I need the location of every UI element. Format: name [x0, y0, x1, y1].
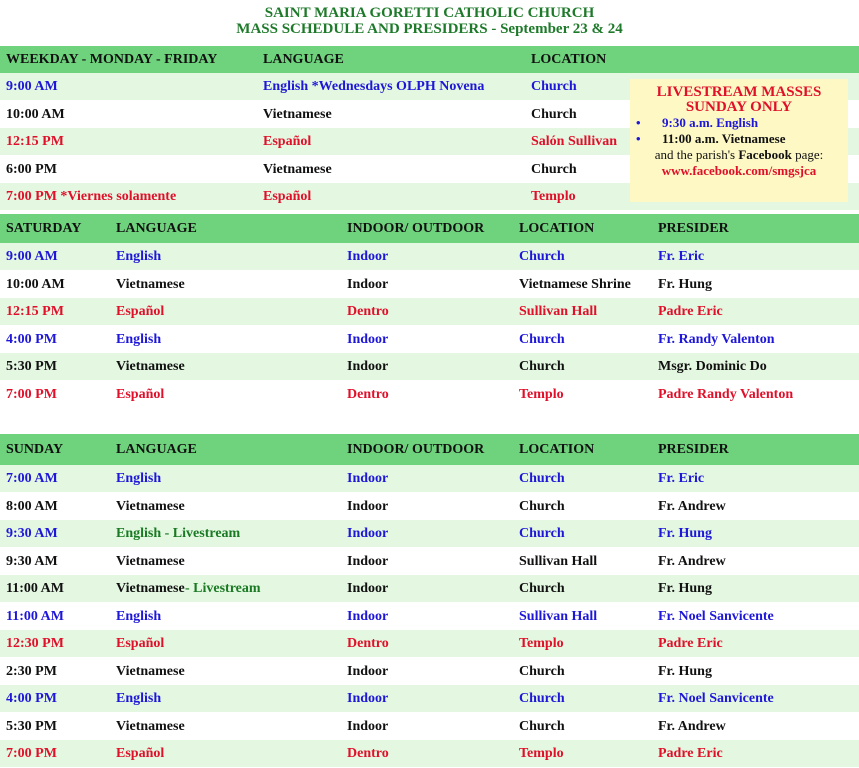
sunday-row — [0, 685, 859, 713]
sunday-cell-location: Church — [519, 663, 565, 679]
sunday-cell-presider: Fr. Eric — [658, 471, 705, 486]
sunday-cell-lang-suffix: - Livestream — [185, 581, 261, 596]
sunday-cell-presider: Fr. Andrew — [658, 718, 726, 734]
livestream-box — [630, 79, 848, 202]
weekday-cell-location: Templo — [531, 189, 576, 204]
sunday-cell-io: Indoor — [347, 663, 389, 679]
schedule-subtitle: MASS SCHEDULE AND PRESIDERS - September 23 & 24 — [236, 21, 623, 37]
livestream-text-pre: and the parish's — [654, 147, 739, 162]
saturday-cell-presider: Padre Randy Valenton — [658, 386, 794, 402]
weekday-cell-location: Church — [531, 79, 577, 94]
saturday-col-header: LANGUAGE — [116, 221, 197, 236]
saturday-row — [0, 353, 859, 381]
sunday-cell-io: Indoor — [347, 608, 389, 624]
sunday-cell-language: Vietnamese — [116, 718, 185, 734]
weekday-cell-location: Salón Sullivan — [531, 134, 617, 149]
saturday-cell-location: Church — [519, 359, 565, 374]
sunday-cell-language: English — [116, 471, 162, 486]
sunday-row — [0, 493, 859, 521]
weekday-cell-language: Vietnamese — [263, 106, 332, 122]
saturday-cell-presider: Fr. Randy Valenton — [658, 331, 775, 347]
weekday-col-header: LANGUAGE — [263, 52, 344, 67]
row-divider — [0, 407, 859, 408]
sunday-row — [0, 465, 859, 493]
sunday-col-header: LANGUAGE — [116, 442, 197, 457]
saturday-cell-location: Sullivan Hall — [519, 304, 598, 319]
saturday-cell-location: Vietnamese Shrine — [519, 276, 631, 292]
saturday-cell-location: Church — [519, 249, 565, 264]
saturday-col-header: LOCATION — [519, 221, 595, 236]
sunday-cell-presider: Padre Eric — [658, 746, 723, 761]
sunday-cell-io: Dentro — [347, 746, 389, 761]
sunday-cell-io: Indoor — [347, 553, 389, 569]
weekday-col-header: WEEKDAY - MONDAY - FRIDAY — [6, 52, 218, 67]
sunday-cell-location: Sullivan Hall — [519, 608, 598, 624]
sunday-cell-language: Vietnamese — [116, 581, 185, 596]
sunday-cell-language: Vietnamese — [116, 498, 185, 514]
saturday-cell-location: Templo — [519, 386, 564, 402]
livestream-text-post: page: — [791, 147, 824, 162]
sunday-cell-location: Church — [519, 526, 565, 541]
sunday-cell-presider: Fr. Andrew — [658, 553, 726, 569]
sunday-cell-io: Indoor — [347, 498, 389, 514]
saturday-cell-io: Dentro — [347, 386, 389, 402]
church-title: SAINT MARIA GORETTI CATHOLIC CHURCH — [264, 5, 595, 21]
sunday-cell-io: Indoor — [347, 526, 389, 541]
sunday-row — [0, 603, 859, 631]
saturday-row — [0, 271, 859, 299]
sunday-cell-io: Indoor — [347, 581, 389, 596]
sunday-cell-time: 9:30 AM — [6, 526, 58, 541]
sunday-col-header: PRESIDER — [658, 442, 729, 457]
weekday-header-row — [0, 46, 859, 73]
weekday-cell-time: 10:00 AM — [6, 106, 65, 122]
sunday-row — [0, 575, 859, 603]
saturday-row — [0, 381, 859, 409]
sunday-cell-location: Templo — [519, 636, 564, 651]
saturday-row — [0, 243, 859, 271]
sunday-cell-presider: Fr. Hung — [658, 581, 712, 596]
facebook-link[interactable]: www.facebook.com/smgsjca — [661, 163, 817, 178]
weekday-cell-language: Español — [263, 134, 312, 149]
sunday-cell-io: Indoor — [347, 691, 389, 706]
saturday-cell-language: Vietnamese — [116, 276, 185, 292]
sunday-cell-location: Church — [519, 498, 565, 514]
sunday-cell-presider: Fr. Hung — [658, 526, 712, 541]
weekday-cell-time: 9:00 AM — [6, 79, 58, 94]
sunday-cell-location: Templo — [519, 746, 564, 761]
weekday-cell-language: English *Wednesdays OLPH Novena — [263, 79, 485, 94]
row-divider — [0, 767, 859, 768]
sunday-cell-io: Dentro — [347, 636, 389, 651]
saturday-header-row — [0, 214, 859, 243]
sunday-cell-presider: Fr. Noel Sanvicente — [658, 691, 774, 706]
sunday-cell-time: 11:00 AM — [6, 608, 64, 624]
saturday-col-header: SATURDAY — [6, 221, 82, 236]
saturday-cell-time: 9:00 AM — [6, 249, 58, 264]
sunday-cell-location: Sullivan Hall — [519, 553, 598, 569]
saturday-cell-io: Indoor — [347, 331, 389, 347]
sunday-col-header: INDOOR/ OUTDOOR — [347, 442, 485, 457]
sunday-cell-presider: Fr. Andrew — [658, 498, 726, 514]
saturday-cell-language: Vietnamese — [116, 359, 185, 374]
saturday-cell-time: 12:15 PM — [6, 304, 64, 319]
sunday-cell-language: Español — [116, 746, 165, 761]
saturday-cell-presider: Padre Eric — [658, 304, 723, 319]
saturday-cell-language: English — [116, 249, 162, 264]
saturday-col-header: INDOOR/ OUTDOOR — [347, 221, 485, 236]
sunday-row — [0, 520, 859, 548]
sunday-row — [0, 740, 859, 768]
saturday-cell-time: 10:00 AM — [6, 276, 65, 292]
sunday-cell-time: 5:30 PM — [6, 718, 57, 734]
sunday-cell-time: 4:00 PM — [6, 691, 57, 706]
sunday-cell-language: English - Livestream — [116, 526, 241, 541]
sunday-cell-time: 7:00 PM — [6, 746, 57, 761]
saturday-cell-time: 7:00 PM — [6, 386, 57, 402]
saturday-cell-language: English — [116, 331, 162, 347]
weekday-cell-language: Español — [263, 189, 312, 204]
sunday-row — [0, 658, 859, 686]
saturday-row — [0, 326, 859, 354]
saturday-cell-time: 5:30 PM — [6, 359, 57, 374]
weekday-cell-time: 12:15 PM — [6, 134, 64, 149]
weekday-col-header: LOCATION — [531, 52, 607, 67]
saturday-cell-language: Español — [116, 386, 165, 402]
saturday-cell-location: Church — [519, 331, 565, 347]
sunday-cell-io: Indoor — [347, 718, 389, 734]
sunday-col-header: LOCATION — [519, 442, 595, 457]
sunday-row — [0, 548, 859, 576]
sunday-cell-time: 12:30 PM — [6, 636, 64, 651]
sunday-row — [0, 630, 859, 658]
weekday-cell-location: Church — [531, 161, 577, 177]
weekday-cell-time: 6:00 PM — [6, 161, 57, 177]
sunday-header-row — [0, 434, 859, 465]
saturday-row — [0, 298, 859, 326]
saturday-cell-time: 4:00 PM — [6, 331, 57, 347]
livestream-subtitle: SUNDAY ONLY — [685, 99, 793, 115]
sunday-cell-io: Indoor — [347, 471, 389, 486]
sunday-cell-presider: Fr. Hung — [658, 663, 712, 679]
sunday-cell-language: English — [116, 691, 162, 706]
sunday-cell-time: 11:00 AM — [6, 581, 64, 596]
livestream-bullet-english: • 9:30 a.m. English — [630, 115, 848, 131]
sunday-cell-time: 7:00 AM — [6, 471, 58, 486]
row-divider — [0, 210, 859, 211]
sunday-cell-language: English — [116, 608, 162, 624]
saturday-cell-presider: Msgr. Dominic Do — [658, 359, 767, 374]
facebook-label: Facebook — [738, 147, 792, 162]
sunday-cell-language: Vietnamese — [116, 663, 185, 679]
saturday-cell-presider: Fr. Eric — [658, 249, 705, 264]
saturday-cell-io: Indoor — [347, 359, 389, 374]
saturday-cell-io: Indoor — [347, 276, 389, 292]
sunday-cell-location: Church — [519, 471, 565, 486]
sunday-cell-location: Church — [519, 718, 565, 734]
sunday-cell-time: 2:30 PM — [6, 663, 57, 679]
weekday-cell-time: 7:00 PM *Viernes solamente — [6, 189, 177, 204]
saturday-cell-presider: Fr. Hung — [658, 276, 712, 292]
sunday-cell-presider: Fr. Noel Sanvicente — [658, 608, 774, 624]
sunday-cell-language: Vietnamese — [116, 553, 185, 569]
sunday-cell-presider: Padre Eric — [658, 636, 723, 651]
weekday-cell-location: Church — [531, 106, 577, 122]
livestream-bullet-vietnamese: • 11:00 a.m. Vietnamese — [630, 131, 848, 147]
sunday-col-header: SUNDAY — [6, 442, 64, 457]
sunday-cell-location: Church — [519, 691, 565, 706]
sunday-cell-language: Español — [116, 636, 165, 651]
saturday-cell-io: Dentro — [347, 304, 389, 319]
sunday-cell-time: 8:00 AM — [6, 498, 58, 514]
sunday-cell-time: 9:30 AM — [6, 553, 58, 569]
saturday-cell-language: Español — [116, 304, 165, 319]
weekday-cell-language: Vietnamese — [263, 161, 332, 177]
livestream-title: LIVESTREAM MASSES — [656, 84, 822, 100]
sunday-cell-location: Church — [519, 581, 565, 596]
saturday-col-header: PRESIDER — [658, 221, 729, 236]
saturday-cell-io: Indoor — [347, 249, 389, 264]
sunday-row — [0, 713, 859, 741]
